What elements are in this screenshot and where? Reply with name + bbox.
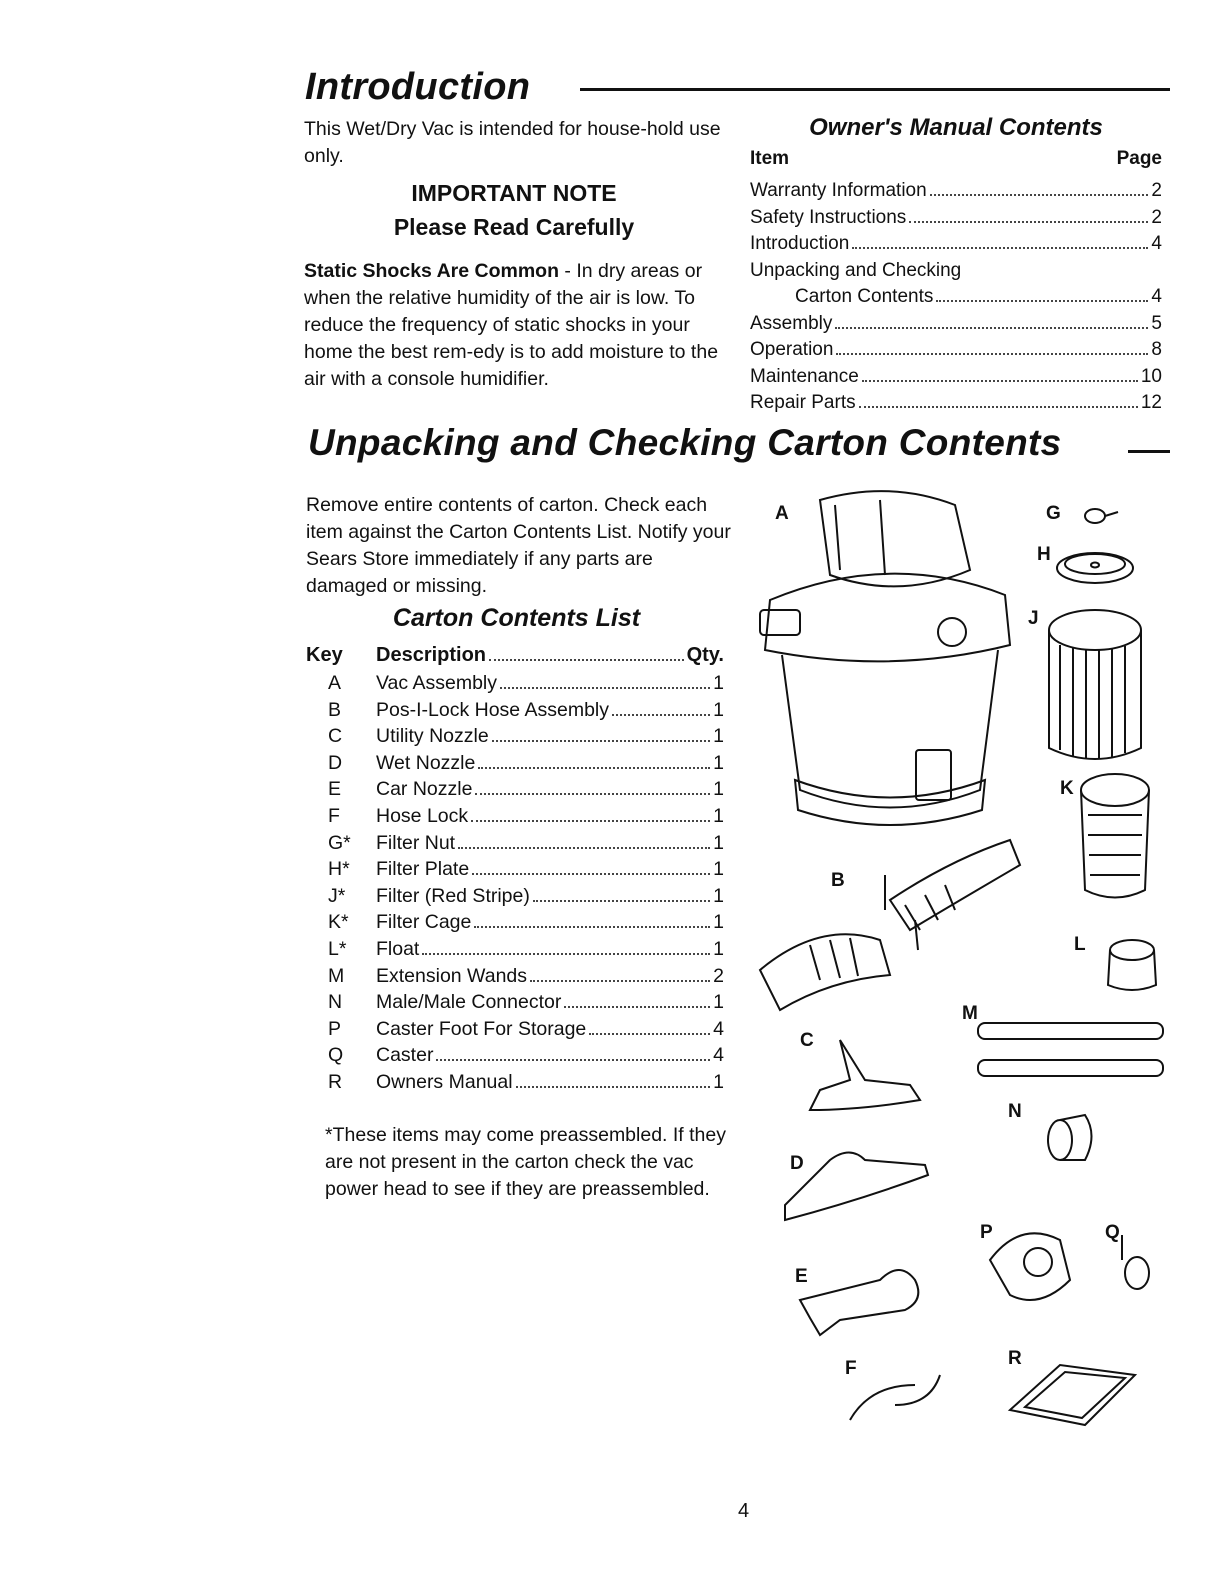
- carton-item-dots: [478, 767, 710, 769]
- label-p: P: [980, 1222, 993, 1243]
- manual-contents-title: Owner's Manual Contents: [809, 114, 1103, 141]
- toc-entry-label: Safety Instructions: [750, 206, 907, 228]
- toc-entry-label: Operation: [750, 339, 834, 360]
- carton-contents-table: [306, 640, 724, 1096]
- carton-item-description: Filter Plate: [376, 858, 470, 881]
- carton-item-dots: [516, 1086, 711, 1088]
- filter-plate-drawing: [1057, 553, 1133, 583]
- carton-item-dots: [492, 740, 710, 742]
- carton-item-description: Vac Assembly: [376, 672, 498, 694]
- carton-item-qty: 1: [713, 672, 724, 694]
- col-page: Page: [1116, 148, 1162, 169]
- toc-dots: [909, 221, 1148, 223]
- col-description: Description: [376, 644, 487, 666]
- carton-item-key: R: [328, 1070, 343, 1093]
- carton-item-description: Float: [376, 937, 420, 960]
- toc-entry: [750, 205, 1162, 232]
- toc-dots: [930, 194, 1149, 196]
- carton-item-key: J*: [328, 884, 346, 907]
- toc-entry-label: Maintenance: [750, 365, 859, 387]
- filter-nut-drawing: [1085, 509, 1118, 523]
- carton-item-description: Pos-I-Lock Hose Assembly: [376, 698, 610, 721]
- toc-entry-page: 5: [1151, 312, 1162, 334]
- important-note-subtitle: Please Read Carefully: [393, 214, 635, 240]
- carton-item-key: L*: [328, 937, 347, 960]
- toc-dots: [936, 300, 1148, 302]
- carton-item-key: M: [328, 964, 345, 987]
- connector-drawing: [1048, 1115, 1092, 1160]
- toc-entry: [750, 390, 1162, 417]
- hose-assembly-drawing: [760, 840, 1020, 1010]
- carton-item-dots: [471, 820, 710, 822]
- label-d: D: [790, 1153, 804, 1174]
- label-r: R: [1008, 1348, 1022, 1369]
- label-n: N: [1008, 1101, 1022, 1122]
- carton-item-description: Hose Lock: [376, 804, 469, 827]
- carton-item-description: Utility Nozzle: [376, 725, 489, 748]
- toc-entry: [750, 231, 1162, 258]
- label-e: E: [795, 1266, 808, 1287]
- toc-entry-page: 8: [1151, 339, 1162, 360]
- carton-item-row: [306, 803, 724, 830]
- toc-entry-page: 4: [1151, 233, 1162, 254]
- carton-item-description: Owners Manual: [376, 1070, 513, 1093]
- label-g: G: [1046, 503, 1061, 524]
- important-note-title: IMPORTANT NOTE: [411, 180, 617, 206]
- toc-entry: [750, 337, 1162, 364]
- toc-entry-page: 2: [1151, 206, 1162, 228]
- label-h: H: [1037, 544, 1051, 565]
- label-q: Q: [1105, 1222, 1120, 1243]
- carton-item-dots: [458, 847, 710, 849]
- hose-lock-drawing: [850, 1375, 940, 1420]
- toc-entry: [750, 178, 1162, 205]
- toc-entry-page: 4: [1151, 286, 1162, 307]
- wet-nozzle-drawing: [785, 1153, 928, 1221]
- carton-item-dots: [500, 687, 710, 689]
- static-shocks-text: - In dry areas or when the relative humidity of the air is low. To reduce the frequency of static shocks in your home the best rem-edy is to add moisture to the air with a console humidifier.: [304, 260, 719, 390]
- carton-item-description: Caster Foot For Storage: [376, 1017, 587, 1040]
- carton-item-row: [306, 909, 724, 936]
- col-item: Item: [750, 148, 790, 169]
- carton-item-description: Extension Wands: [376, 964, 528, 987]
- carton-contents-rows: [306, 670, 724, 1096]
- label-c: C: [800, 1030, 814, 1051]
- carton-item-description: Filter Cage: [376, 911, 472, 934]
- label-m: M: [962, 1003, 978, 1024]
- carton-item-key: C: [328, 725, 343, 748]
- toc-entry-label: Introduction: [750, 233, 850, 254]
- introduction-heading: Introduction: [305, 66, 531, 108]
- toc-entry-label: Unpacking and Checking: [750, 259, 962, 281]
- carton-item-row: [306, 750, 724, 777]
- toc-entry: [750, 258, 1162, 285]
- carton-item-row: [306, 670, 724, 697]
- label-l: L: [1074, 934, 1086, 955]
- carton-item-key: A: [328, 672, 342, 694]
- static-shocks-lead: Static Shocks Are Common: [304, 260, 560, 282]
- carton-item-key: H*: [328, 858, 350, 881]
- label-f: F: [845, 1358, 857, 1379]
- heading-rule: [580, 88, 1170, 91]
- carton-item-qty: 2: [713, 964, 724, 987]
- label-j: J: [1028, 608, 1039, 629]
- carton-item-qty: 1: [713, 698, 724, 721]
- carton-item-dots: [533, 900, 710, 902]
- utility-nozzle-drawing: [810, 1040, 920, 1110]
- carton-item-row: [306, 830, 724, 857]
- carton-item-row: [306, 1042, 724, 1069]
- carton-item-key: K*: [328, 911, 349, 934]
- toc-dots: [852, 247, 1148, 249]
- toc-entry: [750, 364, 1162, 391]
- carton-item-dots: [612, 714, 710, 716]
- carton-item-row: [306, 1016, 724, 1043]
- unpacking-heading: Unpacking and Checking Carton Contents: [308, 422, 1062, 463]
- carton-contents-title: Carton Contents List: [392, 604, 641, 632]
- carton-item-description: Wet Nozzle: [376, 751, 476, 774]
- toc-entry: [750, 311, 1162, 338]
- carton-item-dots: [472, 873, 710, 875]
- toc-entry-page: 12: [1140, 392, 1162, 413]
- toc-entry-label: Assembly: [750, 312, 833, 334]
- col-key: Key: [306, 644, 343, 666]
- carton-item-row: [306, 1069, 724, 1096]
- static-shocks-paragraph: [304, 258, 729, 393]
- carton-item-row: [306, 856, 724, 883]
- carton-item-qty: 1: [713, 937, 724, 960]
- toc-entry-label: Warranty Information: [750, 180, 927, 201]
- carton-item-row: [306, 723, 724, 750]
- carton-item-dots: [564, 1006, 710, 1008]
- carton-item-key: N: [328, 991, 343, 1014]
- carton-item-row: [306, 697, 724, 724]
- carton-item-row: [306, 989, 724, 1016]
- carton-item-qty: 4: [713, 1017, 724, 1040]
- carton-item-key: P: [328, 1017, 342, 1040]
- carton-item-description: Filter (Red Stripe): [376, 884, 530, 907]
- label-a: A: [775, 503, 789, 524]
- toc-dots: [836, 353, 1148, 355]
- col-qty: Qty.: [686, 644, 724, 666]
- carton-item-qty: 4: [713, 1044, 724, 1067]
- carton-item-qty: 1: [713, 884, 724, 907]
- carton-item-description: Car Nozzle: [376, 778, 473, 801]
- owners-manual-drawing: [1010, 1365, 1135, 1425]
- carton-item-qty: 1: [713, 991, 724, 1014]
- toc-entry-page: 2: [1151, 180, 1162, 201]
- carton-item-dots: [422, 953, 710, 955]
- carton-item-qty: 1: [713, 831, 724, 854]
- carton-item-qty: 1: [713, 1070, 724, 1093]
- car-nozzle-drawing: [800, 1270, 918, 1335]
- carton-item-key: F: [328, 804, 340, 827]
- carton-item-qty: 1: [713, 778, 724, 801]
- carton-item-dots: [436, 1059, 710, 1061]
- carton-item-description: Filter Nut: [376, 831, 456, 854]
- toc-entry-page: 10: [1140, 365, 1162, 387]
- carton-item-key: G*: [328, 831, 351, 854]
- label-k: K: [1060, 778, 1074, 799]
- manual-contents-list: [750, 178, 1162, 417]
- carton-item-qty: 1: [713, 911, 724, 934]
- header-dots: [489, 659, 684, 661]
- carton-item-dots: [530, 980, 710, 982]
- unpacking-instructions: Remove entire contents of carton. Check each item against the Carton Contents List. Notify your Sears Store immediately if any parts are damaged or missing.: [306, 494, 731, 597]
- carton-item-dots: [589, 1033, 710, 1035]
- manual-contents-header: [750, 144, 1162, 174]
- carton-item-description: Caster: [376, 1044, 434, 1067]
- filter-drawing: [1049, 610, 1141, 759]
- toc-entry: [750, 284, 1162, 311]
- carton-item-qty: 1: [713, 725, 724, 748]
- toc-dots: [862, 380, 1138, 382]
- carton-item-row: [306, 963, 724, 990]
- caster-drawing: [1122, 1235, 1149, 1289]
- carton-item-row: [306, 883, 724, 910]
- toc-entry-label: Repair Parts: [750, 392, 856, 413]
- carton-item-key: Q: [328, 1044, 344, 1067]
- intro-text: This Wet/Dry Vac is intended for house-hold use only.: [304, 118, 721, 167]
- carton-item-qty: 1: [713, 804, 724, 827]
- caster-foot-drawing: [990, 1233, 1070, 1300]
- filter-cage-drawing: [1081, 774, 1149, 898]
- carton-item-key: D: [328, 751, 343, 774]
- carton-item-qty: 1: [713, 858, 724, 881]
- toc-dots: [835, 327, 1148, 329]
- vac-assembly-drawing: [760, 491, 1010, 825]
- carton-item-description: Male/Male Connector: [376, 991, 562, 1014]
- toc-dots: [859, 406, 1138, 408]
- page-number: 4: [738, 1500, 750, 1522]
- carton-item-key: B: [328, 698, 342, 721]
- carton-item-row: [306, 776, 724, 803]
- unpacking-heading-rule: [1128, 450, 1170, 453]
- float-drawing: [1108, 940, 1156, 990]
- carton-item-dots: [475, 793, 710, 795]
- carton-item-row: [306, 936, 724, 963]
- extension-wands-drawing: [978, 1023, 1163, 1076]
- preassembled-footnote: *These items may come preassembled. If they are not present in the carton check the vac power head to see if they are preassembled.: [325, 1124, 726, 1200]
- carton-item-key: E: [328, 778, 342, 801]
- manual-contents: [750, 112, 1162, 417]
- carton-item-dots: [474, 926, 710, 928]
- carton-contents-header: [306, 640, 724, 670]
- parts-illustration: [740, 480, 1180, 1480]
- toc-entry-label: Carton Contents: [795, 286, 934, 307]
- carton-item-qty: 1: [713, 751, 724, 774]
- label-b: B: [831, 870, 845, 891]
